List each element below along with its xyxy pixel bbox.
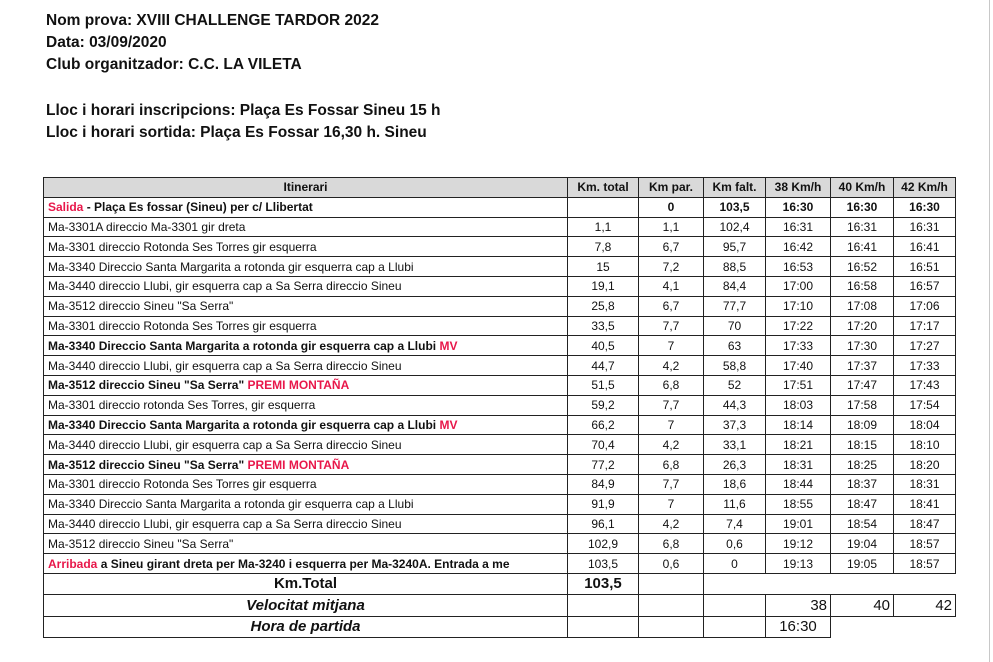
cell-time-42: 16:31	[894, 217, 956, 237]
cell-time-40: 18:37	[831, 474, 894, 494]
cell-time-38: 17:51	[766, 375, 831, 395]
itinerary-cell	[44, 257, 568, 277]
cell-time-42: 18:41	[894, 494, 956, 514]
cell-km-par: 6,7	[639, 296, 704, 316]
cell-km-falt: 0	[704, 554, 766, 574]
highlight-label: MV	[439, 417, 458, 432]
cell-km-total: 7,8	[568, 237, 639, 257]
cell-km-par: 7	[639, 336, 704, 356]
itinerary-text: Ma-3301 direccio Rotonda Ses Torres gir esquerra	[48, 477, 317, 492]
cell-km-par: 0	[639, 197, 704, 217]
column-header: Km par.	[639, 178, 704, 198]
cell-time-40: 18:25	[831, 455, 894, 475]
arrival-itinerary	[44, 554, 568, 574]
itinerary-cell	[44, 395, 568, 415]
cell-time-42: 17:27	[894, 336, 956, 356]
itinerary-cell	[44, 534, 568, 554]
cell-km-falt: 18,6	[704, 474, 766, 494]
start-row	[44, 197, 956, 217]
cell-km-par: 6,8	[639, 455, 704, 475]
table-row	[44, 356, 956, 376]
cell-km-falt: 7,4	[704, 514, 766, 534]
cell-time-40: 16:31	[831, 217, 894, 237]
cell-km-total: 19,1	[568, 276, 639, 296]
highlight-label: MV	[439, 338, 458, 353]
itinerary-cell	[44, 237, 568, 257]
itinerary-text: Ma-3340 Direccio Santa Margarita a rotonda gir esquerra cap a Llubi	[48, 259, 414, 274]
cell-km-total: 15	[568, 257, 639, 277]
itinerary-cell	[44, 514, 568, 534]
cell-time-42: 18:57	[894, 554, 956, 574]
itinerary-cell	[44, 356, 568, 376]
table-header-row	[44, 178, 956, 198]
organizing-club: Club organitzador: C.C. LA VILETA	[46, 56, 302, 73]
itinerary-text: Ma-3440 direccio Llubi, gir esquerra cap a Sa Serra direccio Sineu	[48, 437, 402, 452]
cell-time-42: 16:30	[894, 197, 956, 217]
cell-km-total: 51,5	[568, 375, 639, 395]
cell-km-falt: 103,5	[704, 197, 766, 217]
cell-time-38: 16:53	[766, 257, 831, 277]
table-row	[44, 316, 956, 336]
itinerary-cell	[44, 474, 568, 494]
highlight-label: PREMI MONTAÑA	[247, 378, 350, 393]
table-row	[44, 257, 956, 277]
itinerary-cell	[44, 276, 568, 296]
cell-time-42: 18:57	[894, 534, 956, 554]
start-text: - Plaça Es fossar (Sineu) per c/ Llibertat	[83, 200, 313, 215]
cell-km-falt: 52	[704, 375, 766, 395]
itinerary-text: Ma-3440 direccio Llubi, gir esquerra cap a Sa Serra direccio Sineu	[48, 279, 402, 294]
cell-km-total: 33,5	[568, 316, 639, 336]
cell-km-par: 4,2	[639, 514, 704, 534]
cell-km-total: 25,8	[568, 296, 639, 316]
cell-km-falt: 77,7	[704, 296, 766, 316]
table-row	[44, 375, 956, 395]
column-header: Km. total	[568, 178, 639, 198]
cell-km-par: 6,8	[639, 534, 704, 554]
velocitat-38: 38	[766, 595, 831, 617]
itinerary-text: Ma-3512 direccio Sineu "Sa Serra"	[48, 457, 245, 472]
cell-km-total: 91,9	[568, 494, 639, 514]
start-label: Salida	[48, 200, 84, 215]
cell-time-38: 18:31	[766, 455, 831, 475]
itinerary-cell	[44, 316, 568, 336]
race-date: Data: 03/09/2020	[46, 34, 167, 51]
itinerary-cell	[44, 296, 568, 316]
cell-km-par: 7	[639, 494, 704, 514]
table-row	[44, 474, 956, 494]
cell-time-40: 16:30	[831, 197, 894, 217]
cell-km-falt: 63	[704, 336, 766, 356]
cell-time-38: 17:00	[766, 276, 831, 296]
itinerary-text: Ma-3512 direccio Sineu "Sa Serra"	[48, 378, 245, 393]
velocitat-label: Velocitat mitjana	[44, 595, 568, 617]
cell-km-par: 4,2	[639, 356, 704, 376]
cell-km-par: 7,7	[639, 316, 704, 336]
itinerary-cell	[44, 435, 568, 455]
table-row	[44, 435, 956, 455]
cell-time-40: 17:47	[831, 375, 894, 395]
cell-time-38: 16:31	[766, 217, 831, 237]
itinerary-text: Ma-3301 direccio Rotonda Ses Torres gir esquerra	[48, 239, 317, 254]
km-total-value: 103,5	[568, 573, 639, 595]
cell-time-40: 19:05	[831, 554, 894, 574]
km-total-label: Km.Total	[44, 573, 568, 595]
race-name: Nom prova: XVIII CHALLENGE TARDOR 2022	[46, 12, 380, 29]
cell-time-38: 18:55	[766, 494, 831, 514]
column-header: 42 Km/h	[894, 178, 956, 198]
column-header: 38 Km/h	[766, 178, 831, 198]
cell-km-total: 84,9	[568, 474, 639, 494]
cell-time-40: 18:09	[831, 415, 894, 435]
cell-km-par: 1,1	[639, 217, 704, 237]
cell-time-38: 17:40	[766, 356, 831, 376]
cell-time-42: 17:54	[894, 395, 956, 415]
cell-km-par: 7,7	[639, 395, 704, 415]
cell-time-40: 18:47	[831, 494, 894, 514]
cell-km-total: 77,2	[568, 455, 639, 475]
itinerary-text: Ma-3512 direccio Sineu "Sa Serra"	[48, 299, 234, 314]
velocitat-row	[44, 595, 956, 617]
itinerary-text: Ma-3301 direccio rotonda Ses Torres, gir esquerra	[48, 398, 316, 413]
itinerary-text: Ma-3301 direccio Rotonda Ses Torres gir esquerra	[48, 318, 317, 333]
table-row	[44, 534, 956, 554]
cell-km-falt: 0,6	[704, 534, 766, 554]
cell-time-42: 17:17	[894, 316, 956, 336]
cell-km-falt: 102,4	[704, 217, 766, 237]
cell-km-falt: 11,6	[704, 494, 766, 514]
cell-km-par: 4,2	[639, 435, 704, 455]
table-row	[44, 395, 956, 415]
cell-time-40: 17:37	[831, 356, 894, 376]
cell-km-falt: 44,3	[704, 395, 766, 415]
cell-time-40: 16:58	[831, 276, 894, 296]
cell-time-38: 19:01	[766, 514, 831, 534]
cell-time-42: 18:20	[894, 455, 956, 475]
cell-time-42: 18:31	[894, 474, 956, 494]
table-row	[44, 296, 956, 316]
cell-time-38: 18:44	[766, 474, 831, 494]
cell-km-total: 96,1	[568, 514, 639, 534]
table-row	[44, 217, 956, 237]
cell-km-total	[568, 197, 639, 217]
cell-time-38: 17:10	[766, 296, 831, 316]
cell-time-40: 16:41	[831, 237, 894, 257]
itinerary-text: Ma-3440 direccio Llubi, gir esquerra cap a Sa Serra direccio Sineu	[48, 516, 402, 531]
cell-time-38: 16:30	[766, 197, 831, 217]
cell-km-falt: 84,4	[704, 276, 766, 296]
departure-info: Lloc i horari sortida: Plaça Es Fossar 16,30 h. Sineu	[46, 124, 427, 141]
table-row	[44, 276, 956, 296]
column-header: Km falt.	[704, 178, 766, 198]
cell-km-par: 4,1	[639, 276, 704, 296]
itinerary-text: Ma-3340 Direccio Santa Margarita a rotonda gir esquerra cap a Llubi	[48, 497, 414, 512]
cell-time-38: 19:12	[766, 534, 831, 554]
cell-time-38: 18:03	[766, 395, 831, 415]
table-row	[44, 494, 956, 514]
cell-time-40: 18:54	[831, 514, 894, 534]
cell-km-par: 7	[639, 415, 704, 435]
cell-time-40: 16:52	[831, 257, 894, 277]
itinerary-cell	[44, 217, 568, 237]
itinerary-table	[43, 177, 956, 638]
itinerary-text: Ma-3301A direccio Ma-3301 gir dreta	[48, 219, 246, 234]
arrival-label: Arribada	[48, 556, 98, 571]
cell-km-falt: 95,7	[704, 237, 766, 257]
arrival-text: a Sineu girant dreta per Ma-3240 i esquerra per Ma-3240A. Entrada a me	[97, 556, 510, 571]
arrival-row	[44, 554, 956, 574]
cell-km-falt: 88,5	[704, 257, 766, 277]
cell-time-38: 19:13	[766, 554, 831, 574]
start-itinerary	[44, 197, 568, 217]
cell-time-38: 16:42	[766, 237, 831, 257]
cell-time-42: 17:06	[894, 296, 956, 316]
velocitat-40: 40	[831, 595, 894, 617]
cell-time-40: 17:20	[831, 316, 894, 336]
cell-km-total: 40,5	[568, 336, 639, 356]
cell-time-38: 18:21	[766, 435, 831, 455]
column-header: Itinerari	[44, 178, 568, 198]
itinerary-cell	[44, 455, 568, 475]
velocitat-42: 42	[894, 595, 956, 617]
cell-km-falt: 37,3	[704, 415, 766, 435]
cell-km-par: 0,6	[639, 554, 704, 574]
cell-time-42: 18:04	[894, 415, 956, 435]
hora-value: 16:30	[766, 616, 831, 638]
table-row	[44, 455, 956, 475]
highlight-label: PREMI MONTAÑA	[247, 457, 350, 472]
itinerary-cell	[44, 415, 568, 435]
itinerary-text: Ma-3340 Direccio Santa Margarita a rotonda gir esquerra cap a Llubi	[48, 417, 437, 432]
column-header: 40 Km/h	[831, 178, 894, 198]
table-row	[44, 514, 956, 534]
itinerary-table-wrap	[43, 177, 956, 638]
itinerary-cell	[44, 494, 568, 514]
cell-time-42: 17:33	[894, 356, 956, 376]
table-row	[44, 415, 956, 435]
cell-time-42: 16:51	[894, 257, 956, 277]
cell-time-40: 17:30	[831, 336, 894, 356]
hora-row	[44, 616, 956, 638]
cell-time-40: 17:08	[831, 296, 894, 316]
hora-label: Hora de partida	[44, 616, 568, 638]
cell-time-38: 18:14	[766, 415, 831, 435]
cell-time-38: 17:33	[766, 336, 831, 356]
table-row	[44, 237, 956, 257]
cell-km-total: 70,4	[568, 435, 639, 455]
itinerary-text: Ma-3512 direccio Sineu "Sa Serra"	[48, 536, 234, 551]
itinerary-text: Ma-3440 direccio Llubi, gir esquerra cap a Sa Serra direccio Sineu	[48, 358, 402, 373]
cell-km-par: 6,8	[639, 375, 704, 395]
cell-time-38: 17:22	[766, 316, 831, 336]
cell-time-42: 16:57	[894, 276, 956, 296]
cell-km-par: 7,7	[639, 474, 704, 494]
cell-km-par: 7,2	[639, 257, 704, 277]
cell-km-total: 59,2	[568, 395, 639, 415]
cell-time-40: 18:15	[831, 435, 894, 455]
cell-km-total: 66,2	[568, 415, 639, 435]
cell-km-falt: 26,3	[704, 455, 766, 475]
cell-time-40: 17:58	[831, 395, 894, 415]
cell-time-42: 18:10	[894, 435, 956, 455]
cell-time-40: 19:04	[831, 534, 894, 554]
cell-time-42: 17:43	[894, 375, 956, 395]
cell-km-total: 103,5	[568, 554, 639, 574]
cell-km-total: 44,7	[568, 356, 639, 376]
cell-km-falt: 33,1	[704, 435, 766, 455]
itinerary-cell	[44, 375, 568, 395]
itinerary-text: Ma-3340 Direccio Santa Margarita a rotonda gir esquerra cap a Llubi	[48, 338, 437, 353]
registration-info: Lloc i horari inscripcions: Plaça Es Fossar Sineu 15 h	[46, 102, 441, 119]
cell-km-par: 6,7	[639, 237, 704, 257]
cell-time-42: 18:47	[894, 514, 956, 534]
cell-time-42: 16:41	[894, 237, 956, 257]
document-header	[46, 10, 441, 144]
km-total-row	[44, 573, 956, 595]
table-row	[44, 336, 956, 356]
cell-km-total: 102,9	[568, 534, 639, 554]
itinerary-cell	[44, 336, 568, 356]
page-edge-line	[989, 0, 990, 662]
itinerary-table-body	[44, 178, 956, 638]
cell-km-falt: 70	[704, 316, 766, 336]
cell-km-falt: 58,8	[704, 356, 766, 376]
cell-km-total: 1,1	[568, 217, 639, 237]
